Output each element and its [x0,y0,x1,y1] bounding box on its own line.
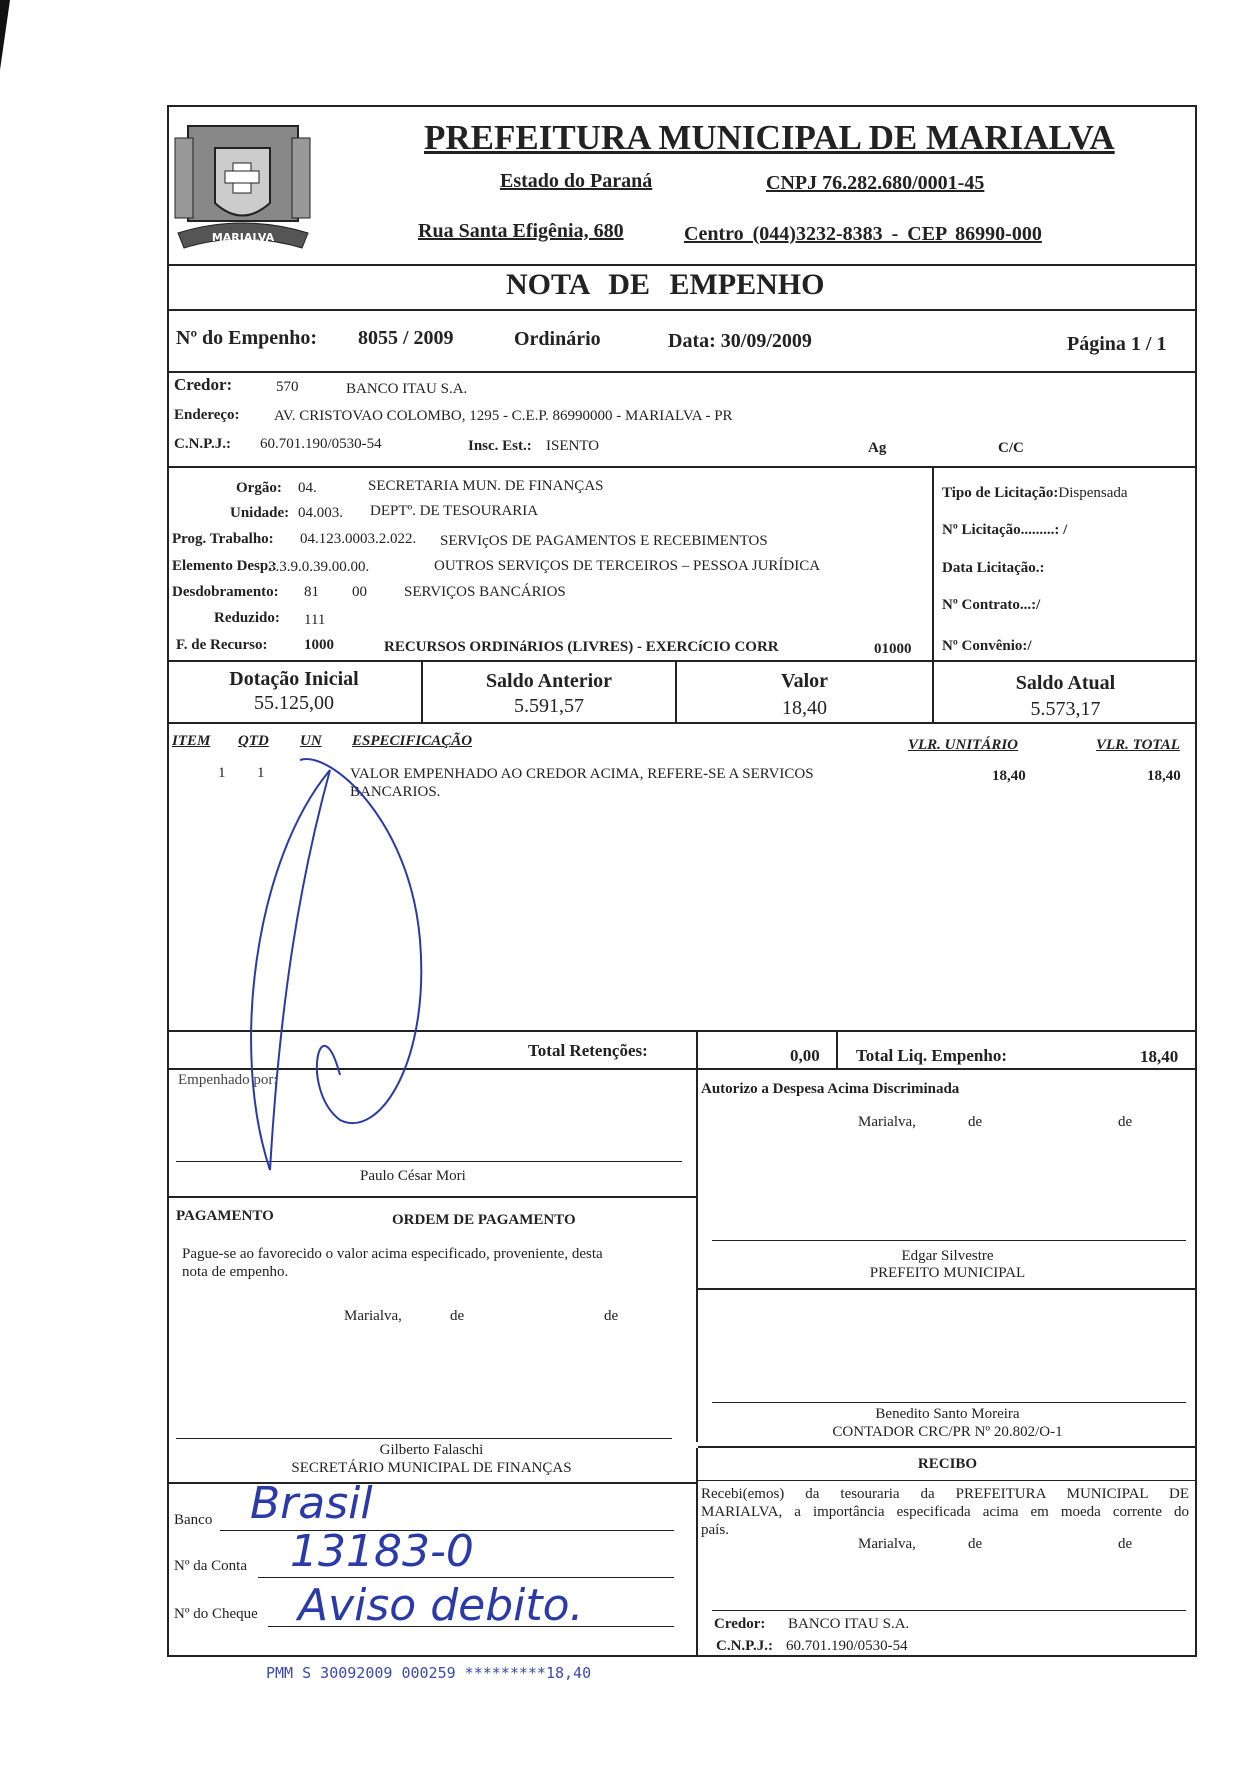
recibo-credor: BANCO ITAU S.A. [788,1616,910,1632]
state-label: Estado do Paraná [500,170,653,192]
item-total: 18,40 [1147,768,1181,784]
col-qtd-header: QTD [238,733,269,749]
recibo-label: RECIBO [917,1456,978,1472]
left-de-1: de [450,1308,465,1324]
saldo-atual-label: Saldo Atual [1015,672,1116,694]
prog-label: Prog. Trabalho: [172,531,274,547]
insc-label: Insc. Est.: [468,438,532,454]
total-retencoes-label: Total Retenções: [528,1041,648,1060]
cnpj-label: CNPJ 76.282.680/0001-45 [766,172,985,194]
right-de-1a: de [968,1114,983,1130]
valor-label: Valor [780,670,829,692]
credor-cnpj-label: C.N.P.J.: [174,436,231,452]
item-spec-line1: VALOR EMPENHADO AO CREDOR ACIMA, REFERE-SE A SERVICOS [350,766,814,782]
unidade-label: Unidade: [230,505,290,521]
autorizo-label: Autorizo a Despesa Acima Discriminada [701,1081,960,1097]
credor-address: AV. CRISTOVAO COLOMBO, 1295 - C.E.P. 86990000 - MARIALVA - PR [274,408,733,424]
orgao-code: 04. [298,480,317,496]
signatory-4-role: CONTADOR CRC/PR Nº 20.802/O-1 [832,1424,1063,1440]
valor-value: 18,40 [782,697,827,719]
n-contrato-label: Nº Contrato...:/ [942,597,1041,613]
col-spec-header: ESPECIFICAÇÃO [352,733,473,749]
right-city-1: Marialva, [858,1114,916,1130]
empenho-number-label: Nº do Empenho: [176,327,318,349]
recibo-cnpj: 60.701.190/0530-54 [786,1638,908,1654]
right-de-2a: de [968,1536,983,1552]
prog-code: 04.123.0003.2.022. [300,531,417,547]
recibo-text-line3: país. [701,1522,729,1538]
total-retencoes-value: 0,00 [790,1046,820,1065]
right-city-2: Marialva, [858,1536,916,1552]
pague-text-line1: Pague-se ao favorecido o valor acima especificado, proveniente, desta [182,1246,603,1262]
prog-name: SERVIçOS DE PAGAMENTOS E RECEBIMENTOS [440,533,768,549]
col-item-header: ITEM [172,733,211,749]
tipo-licitacao-label: Tipo de Licitação:Dispensada [942,485,1128,501]
recibo-text-line1: Recebi(emos) da tesouraria da PREFEITURA MUNICIPAL DE [701,1486,1189,1502]
orgao-name: SECRETARIA MUN. DE FINANÇAS [368,478,604,494]
recibo-text-line2: MARIALVA, a importância especificada acima em moeda corrente do [701,1504,1189,1520]
insc-value: ISENTO [546,438,600,454]
recurso-num: 01000 [874,641,912,657]
cc-label: C/C [998,440,1024,456]
cheque-label: Nº do Cheque [174,1606,258,1622]
banco-label: Banco [174,1512,213,1528]
col-total-header: VLR. TOTAL [1096,737,1180,753]
data-licitacao-label: Data Licitação.: [942,560,1045,576]
unidade-code: 04.003. [298,505,343,521]
desd-code: 81 [304,584,319,600]
empenho-date: Data: 30/09/2009 [668,330,812,352]
svg-text:MARIALVA: MARIALVA [211,231,275,244]
unidade-name: DEPTº. DE TESOURARIA [370,503,539,519]
credor-cnpj: 60.701.190/0530-54 [260,436,382,452]
payment-stamp: PMM S 30092009 000259 *********18,40 [266,1664,592,1682]
signatory-1-name: Paulo César Mori [360,1168,466,1184]
reduzido-value: 111 [304,612,326,628]
recurso-code: 1000 [304,637,334,653]
empenho-type: Ordinário [514,328,601,350]
cheque-handwritten: Aviso debito. [298,1580,584,1631]
empenhado-por-label: Empenhado por: [178,1072,278,1088]
orgao-label: Orgão: [236,480,282,496]
n-convenio-label: Nº Convênio:/ [942,638,1032,654]
saldo-atual-value: 5.573,17 [1030,698,1101,720]
ordem-pagamento-label: ORDEM DE PAGAMENTO [392,1212,576,1228]
dotacao-label: Dotação Inicial [229,668,359,690]
col-un-header: UN [300,733,322,749]
address-label: Rua Santa Efigênia, 680 [418,220,624,242]
item-spec-line2: BANCARIOS. [350,784,441,800]
credor-label: Credor: [174,375,233,394]
recibo-cnpj-label: C.N.P.J.: [716,1638,773,1654]
empenho-number: 8055 / 2009 [358,327,454,349]
pague-text-line2: nota de empenho. [182,1264,289,1280]
signatory-3-name: Edgar Silvestre [901,1248,994,1264]
banco-handwritten: Brasil [250,1478,373,1529]
n-licitacao-label: Nº Licitação.........: / [942,522,1068,538]
pagamento-label: PAGAMENTO [176,1208,274,1224]
col-unit-header: VLR. UNITÁRIO [908,737,1019,753]
signatory-4-name: Benedito Santo Moreira [875,1406,1020,1422]
prefeitura-title: PREFEITURA MUNICIPAL DE MARIALVA [424,118,1115,157]
signatory-2-name: Gilberto Falaschi [379,1442,484,1458]
desd-sub: 00 [352,584,367,600]
total-liq-value: 18,40 [1140,1047,1179,1066]
right-de-2b: de [1118,1536,1133,1552]
conta-label: Nº da Conta [174,1558,247,1574]
credor-name: BANCO ITAU S.A. [346,381,468,397]
dotacao-value: 55.125,00 [254,692,334,714]
elem-label: Elemento Desp.: [172,558,277,574]
total-liq-label: Total Liq. Empenho: [856,1046,1007,1065]
saldo-anterior-label: Saldo Anterior [485,670,613,692]
left-city: Marialva, [344,1308,402,1324]
doc-title: NOTA DE EMPENHO [506,268,825,301]
left-de-2: de [604,1308,619,1324]
saldo-anterior-value: 5.591,57 [514,695,584,717]
signatory-2-role: SECRETÁRIO MUNICIPAL DE FINANÇAS [291,1460,572,1476]
recurso-name: RECURSOS ORDINáRIOS (LIVRES) - EXERCíCIO CORR [384,639,779,655]
ag-label: Ag [868,440,887,456]
reduzido-label: Reduzido: [214,610,280,626]
conta-handwritten: 13183-0 [290,1526,474,1577]
elem-code: 3.3.9.0.39.00.00. [268,559,370,575]
recurso-label: F. de Recurso: [176,637,268,653]
signatory-3-role: PREFEITO MUNICIPAL [869,1265,1026,1281]
right-de-1b: de [1118,1114,1133,1130]
page-number: Página 1 / 1 [1067,333,1167,355]
endereco-label: Endereço: [174,407,240,423]
credor-code: 570 [276,379,299,395]
desd-name: SERVIÇOS BANCÁRIOS [404,584,566,600]
item-number: 1 [218,765,226,781]
recibo-credor-label: Credor: [714,1616,766,1632]
item-qty: 1 [257,765,265,781]
desd-label: Desdobramento: [172,584,279,600]
item-unit-price: 18,40 [992,768,1026,784]
elem-name: OUTROS SERVIÇOS DE TERCEIROS – PESSOA JURÍDICA [434,558,821,574]
contact-label: Centro (044)3232-8383 - CEP 86990-000 [684,223,1042,245]
